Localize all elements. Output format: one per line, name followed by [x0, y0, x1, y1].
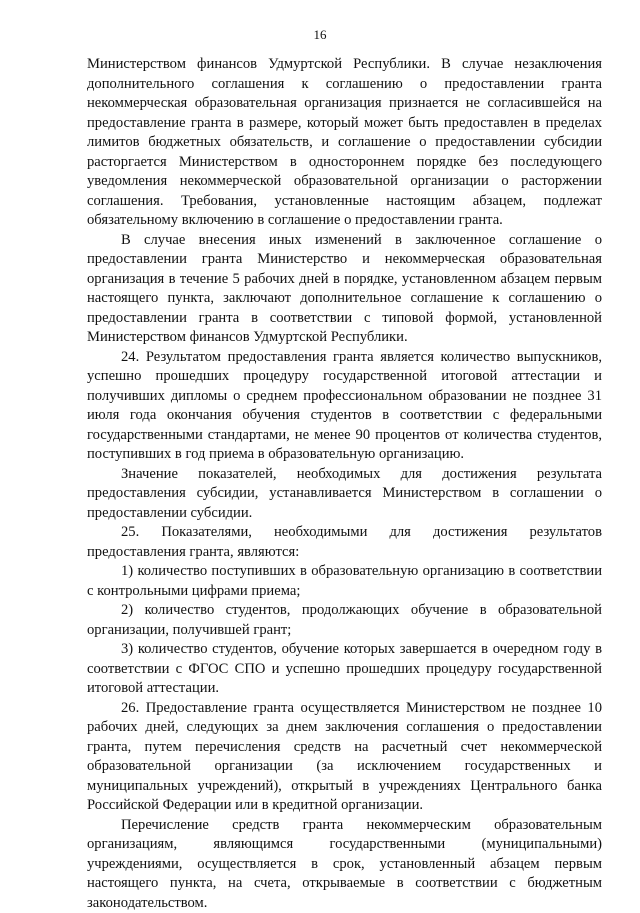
- paragraph-26-transfer: 26. Предоставление гранта осуществляется Министерством не позднее 10 рабочих дней, следующих за днем заключения соглашения о предоставлении гранта, путем перечисления средств на расчетный счет некоммерческой образовательной организации (за исключением государственных и муниципальных учреждений), открытый в учреждениях Центрального банка Российской Федерации или в кредитной организации.: [87, 699, 602, 816]
- page-number: 16: [0, 27, 640, 43]
- paragraph-24-result: 24. Результатом предоставления гранта является количество выпускников, успешно прошедших процедуру государственной итоговой аттестации и получивших дипломы о среднем профессиональном образовании не позднее 31 июля года окончания обучения студентов в соответствии с федеральными государственными стандартами, не менее 90 процентов от количества студентов, поступивших в год приема в образовательную организацию.: [87, 348, 602, 465]
- paragraph-transfer-institutions: Перечисление средств гранта некоммерческим образовательным организациям, являющимся государственными (муниципальными) учреждениями, осуществляется в срок, установленный абзацем первым настоящего пункта, на счета, открываемые в соответствии с бюджетным законодательством.: [87, 816, 602, 913]
- document-body: [87, 55, 602, 913]
- paragraph-25-indicators: 25. Показателями, необходимыми для достижения результатов предоставления гранта, являются:: [87, 523, 602, 562]
- paragraph-amendments: В случае внесения иных изменений в заключенное соглашение о предоставлении гранта Министерство и некоммерческая образовательная организация в течение 5 рабочих дней в порядке, установленном абзацем первым настоящего пункта, заключают дополнительное соглашение к соглашению о предоставлении гранта в соответствии с типовой формой, установленной Министерством финансов Удмуртской Республики.: [87, 231, 602, 348]
- paragraph-indicator-values: Значение показателей, необходимых для достижения результата предоставления субсидии, устанавливается Министерством в соглашении о предоставлении субсидии.: [87, 465, 602, 524]
- list-item-2: 2) количество студентов, продолжающих обучение в образовательной организации, получившей грант;: [87, 601, 602, 640]
- list-item-3: 3) количество студентов, обучение которых завершается в очередном году в соответствии с ФГОС СПО и успешно прошедших процедуру государственной итоговой аттестации.: [87, 640, 602, 699]
- paragraph-continuation: Министерством финансов Удмуртской Республики. В случае незаключения дополнительного соглашения к соглашению о предоставлении гранта некоммерческая образовательная организация признается не согласившейся на предоставление гранта в размере, который может быть предоставлен в пределах лимитов бюджетных обязательств, и соглашение о предоставлении субсидии расторгается Министерством в одностороннем порядке без последующего уведомления некоммерческой образовательной организации о расторжении соглашения. Требования, установленные настоящим абзацем, подлежат обязательному включению в соглашение о предоставлении гранта.: [87, 55, 602, 231]
- list-item-1: 1) количество поступивших в образовательную организацию в соответствии с контрольными цифрами приема;: [87, 562, 602, 601]
